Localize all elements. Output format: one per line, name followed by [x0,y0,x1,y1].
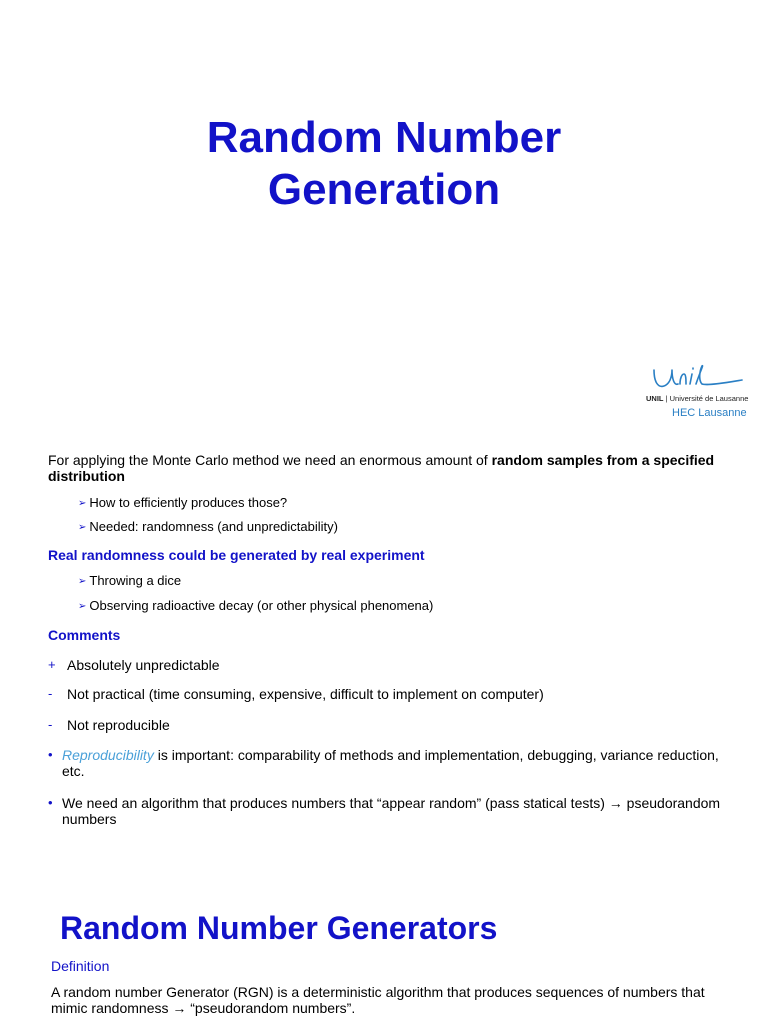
definition-text: A random number Generator (RGN) is a deterministic algorithm that produces sequences of numbers that mimic randomness → “pseudorandom numbers”. [51,984,705,1016]
bullet-item [48,747,728,779]
definition-label: Definition [51,958,110,974]
sub-item-text: How to efficiently produces those? [89,495,288,510]
comment-item [48,686,728,702]
logo-unil-label: UNIL [646,394,664,403]
bullet-rest-text: is important: comparability of methods and implementation, debugging, variance reduction, etc. [62,747,719,779]
logo-university-name: | Université de Lausanne [663,394,749,403]
sub-item [78,495,287,513]
bullet-text [62,747,728,779]
arrow-bullet-icon: ➢ [78,522,87,533]
arrow-bullet-icon: ➢ [78,601,87,612]
bullet-item [48,795,728,827]
comment-text: Absolutely unpredictable [67,657,220,673]
comment-item [48,717,728,733]
reproducibility-term: Reproducibility [62,747,154,763]
title-line-2: Generation [267,165,501,214]
intro-paragraph [48,452,728,484]
minus-marker: - [48,686,53,701]
bullet-dot: • [48,795,53,810]
unil-signature-logo [650,362,746,394]
arrow-bullet-icon: ➢ [78,498,87,509]
sub-item [78,573,181,591]
arrow-bullet-icon: ➢ [78,576,87,587]
comment-text: Not practical (time consuming, expensive, difficult to implement on computer) [67,686,544,702]
logo-university-line [646,394,748,403]
minus-marker: - [48,717,53,732]
section-heading-real-randomness: Real randomness could be generated by real experiment [48,547,425,563]
title-line-1: Random Number [206,113,562,162]
page-title [0,112,768,216]
rng-slide [0,890,768,1024]
intro-bold-text: random samples from a specified distribution [48,452,715,484]
sub-item-text: Observing radioactive decay (or other physical phenomena) [89,598,434,613]
logo-hec-label: HEC Lausanne [672,407,747,419]
bullet-dot: • [48,747,53,762]
sub-item-text: Throwing a dice [89,573,182,588]
sub-item [78,519,338,537]
comment-text: Not reproducible [67,717,170,733]
bullet-text: We need an algorithm that produces numbers that “appear random” (pass statical tests) → pseudorandom numbers [62,795,721,827]
sub-item-text: Needed: randomness (and unpredictability) [89,519,338,534]
comment-item [48,657,728,673]
content-slide [0,430,768,890]
title-slide [0,0,768,430]
unil-logo [644,362,760,424]
section-title: Random Number Generators [60,910,498,946]
sub-item [78,598,433,616]
intro-text: For applying the Monte Carlo method we need an enormous amount of [48,452,492,468]
section-heading-comments: Comments [48,627,121,643]
plus-marker: + [48,657,56,672]
